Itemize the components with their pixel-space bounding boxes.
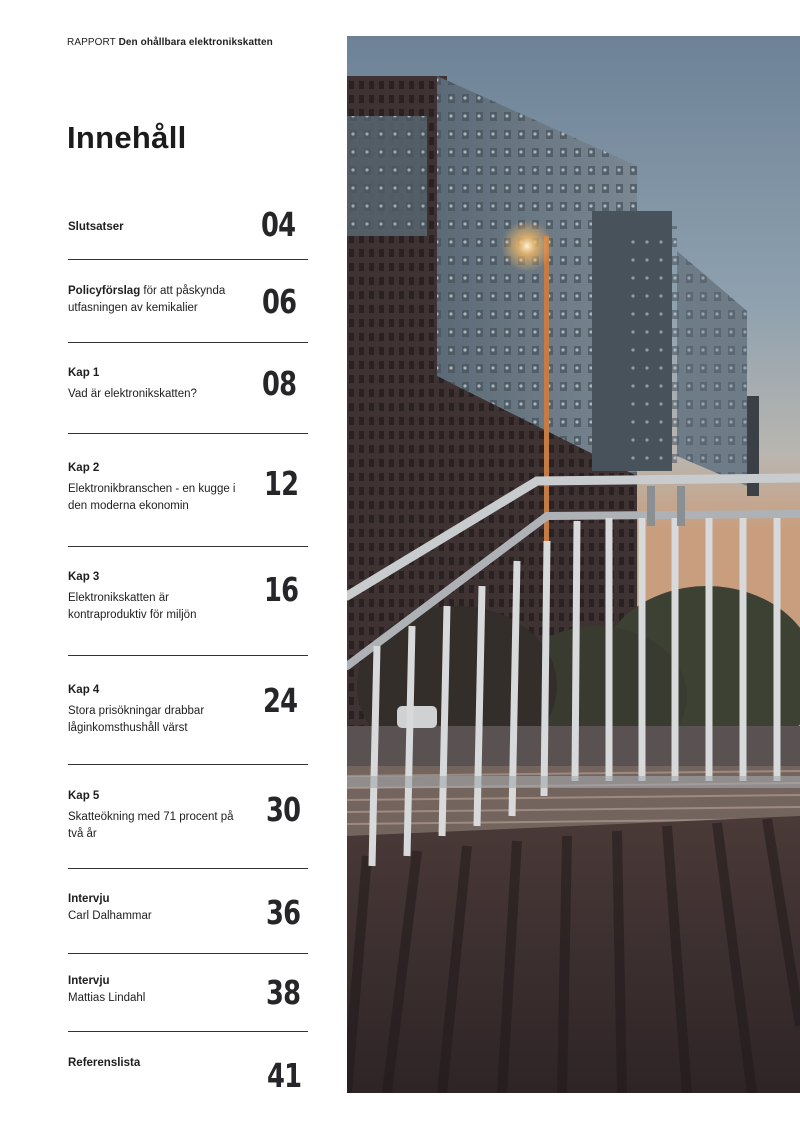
toc-entry-text: Mattias Lindahl [68,992,146,1004]
toc-entry-text: Elektronikbranschen - en kugge i den moderna ekonomin [68,483,236,512]
toc-divider [68,342,308,343]
toc-divider [68,433,308,434]
toc-entry-label: Kap 2 [68,462,100,474]
toc-entry-text: Elektronikskatten är kontraproduktiv för miljön [68,592,197,621]
toc-entry-text: Vad är elektronikskatten? [68,388,197,400]
toc-page-number: 30 [266,790,301,829]
toc-divider [68,546,308,547]
toc-divider [68,953,308,954]
cover-photo-building-stairway [347,36,800,1093]
toc-entry-text: för att påskynda utfasningen av kemikalier [68,285,226,314]
toc-entry-label: Intervju [68,893,110,905]
toc-page-number: 24 [263,681,298,720]
toc-page-number: 38 [266,973,301,1012]
photo-illustration [347,36,800,1093]
toc-entry-label: Kap 5 [68,790,100,802]
toc-page-number: 36 [266,893,301,932]
toc-divider [68,259,308,260]
toc-page-number: 06 [262,282,297,321]
report-header [67,37,273,48]
toc-page-number: 04 [261,205,296,244]
toc-page-number: 12 [264,464,299,503]
header-title: Den ohållbara elektronikskatten [118,37,273,48]
toc-entry-text: Skatteökning med 71 procent på två år [68,811,234,840]
toc-page-number: 16 [264,570,299,609]
header-prefix: RAPPORT [67,37,116,48]
toc-divider [68,1031,308,1032]
toc-entry-label: Kap 1 [68,367,100,379]
toc-entry-text: Stora prisökningar drabbar låginkomsthushåll värst [68,705,205,734]
toc-title: Innehåll [67,120,187,155]
toc-divider [68,764,308,765]
toc-page-number: 41 [267,1056,302,1095]
toc-entry-label: Kap 3 [68,571,100,583]
toc-page-number: 08 [262,364,297,403]
toc-entry-label: Kap 4 [68,684,100,696]
toc-divider [68,655,308,656]
toc-divider [68,868,308,869]
toc-entry-label: Intervju [68,975,110,987]
toc-entry-label: Referenslista [68,1057,141,1069]
toc-entry-label: Policyförslag [68,285,141,297]
toc-entry-text: Carl Dalhammar [68,910,152,922]
toc-entry-label: Slutsatser [68,221,124,233]
